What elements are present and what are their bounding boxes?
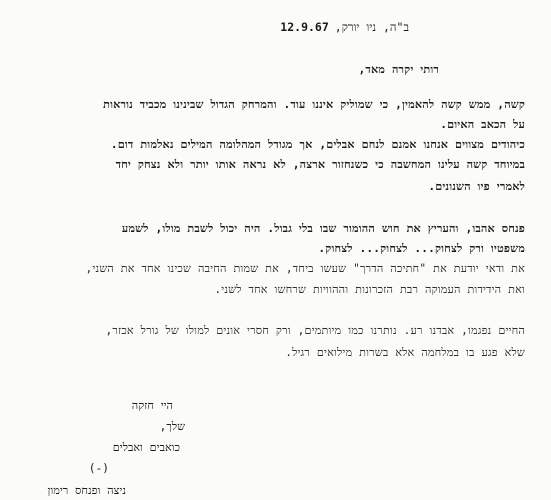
- paragraph-1-line-3: כיהודים מצווים אנחנו אמנם לנחם אבלים, אך מגודל המהלומה המילים נאלמות דום.: [110, 138, 525, 151]
- paragraph-1-line-5: לאמרי פיו השנונים.: [428, 180, 525, 193]
- closing-line-5: ניצה ופנחס רימון: [47, 484, 126, 497]
- letter-date: 12.9.67: [280, 20, 329, 34]
- closing-line-3: כואבים ואבלים: [112, 441, 180, 454]
- paragraph-3-line-2: שלא פגע בו במלחמה אלא בשרות מילואים רגיל.: [285, 346, 525, 359]
- paragraph-1-line-2: על הכאב האיום.: [440, 118, 525, 131]
- paragraph-2-line-4: ואת הידידות העמוקה רבת הזכרונות וההוויות שרחשו אחד לשני.: [214, 283, 525, 296]
- paragraph-2-line-3: את ודאי יודעת את "חתיכה הדרך" שעשו ביחד, את שמות החיבה שכינו אחד את השני,: [85, 262, 525, 275]
- paragraph-1-line-4: במיוחד קשה עלינו המחשבה כי כשנחזור ארצה, לא נראה אותו יותר ולא נצחק יחד: [115, 158, 525, 171]
- paragraph-2-line-1: פנחס אהבו, והעריץ את חוש ההומור שבו בלי גבול. היה יכול לשבת מולו, לשמע: [121, 222, 525, 235]
- paragraph-1-line-1: קשה, ממש קשה להאמין, כי שמוליק איננו עוד. והמרחק הגדול שבינינו מכביד נוראות: [103, 98, 525, 111]
- paragraph-3-line-1: החיים נפגמו, אבדנו רע. נותרנו כמו מיותמים, ורק חסרי אונים למולו של גורל אכזר,: [105, 324, 525, 337]
- salutation: רותי יקרה מאד,: [358, 63, 439, 76]
- letter-header: [280, 20, 409, 34]
- closing-line-1: היי חזקה: [131, 399, 173, 412]
- letter-place: ב"ה, ניו יורק,: [334, 20, 409, 34]
- paragraph-2-line-2: משפטיו ורק לצחוק... לצחוק... לצחוק.: [318, 242, 525, 255]
- closing-line-2: שלך,: [159, 420, 185, 433]
- closing-line-4: (-): [88, 462, 109, 475]
